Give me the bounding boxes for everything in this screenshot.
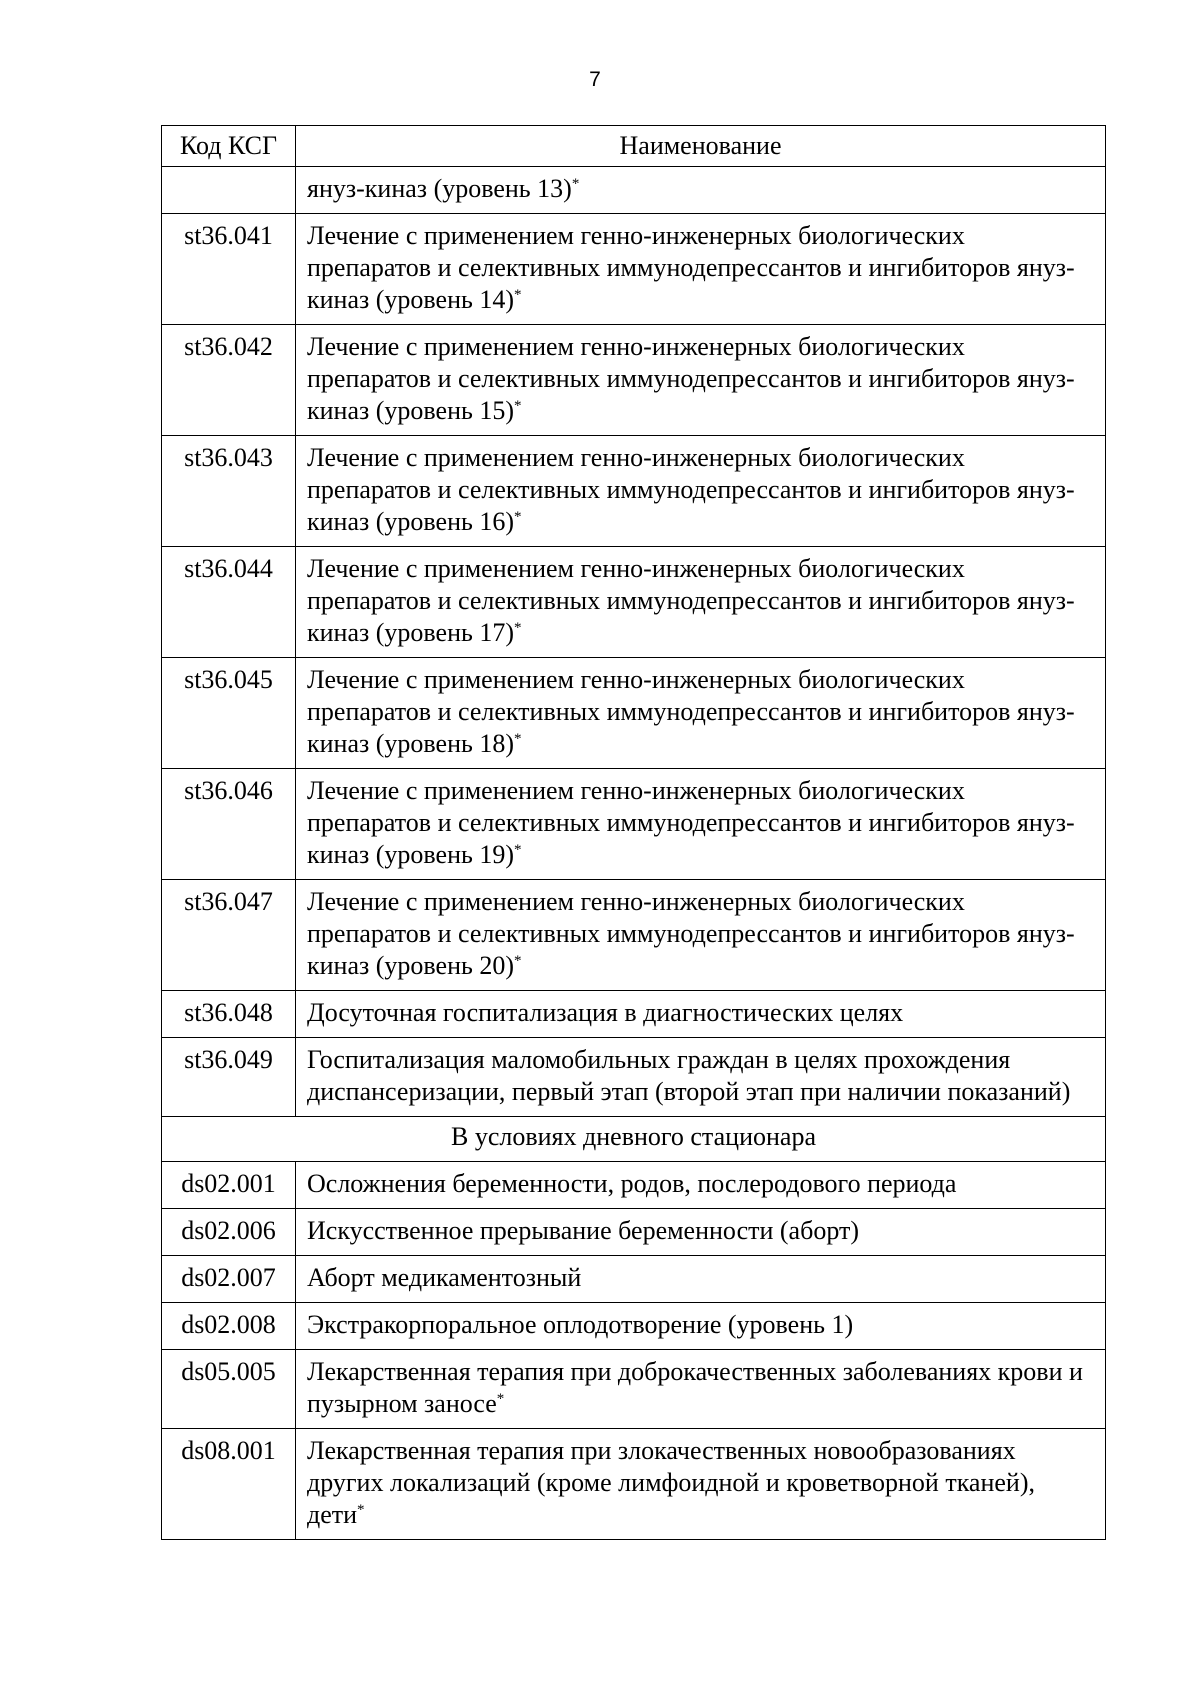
footnote-marker: * (514, 953, 522, 969)
ksg-name-cell (296, 214, 1106, 325)
ksg-code-cell: st36.046 (162, 769, 296, 880)
ksg-code-cell (162, 167, 296, 214)
ksg-name-cell (296, 880, 1106, 991)
footnote-marker: * (514, 398, 522, 414)
table-row (162, 1209, 1106, 1256)
ksg-code-cell: st36.044 (162, 547, 296, 658)
table-section (162, 1117, 1106, 1162)
section-title: В условиях дневного стационара (162, 1117, 1106, 1162)
footnote-marker: * (514, 287, 522, 303)
ksg-code-cell: st36.047 (162, 880, 296, 991)
code-column-header: Код КСГ (162, 126, 296, 167)
ksg-name-text: Лечение с применением генно-инженерных биологических препаратов и селективных иммунодепрессантов и ингибиторов януз-киназ (уровень 14) (307, 221, 1075, 314)
table-body-before-section (162, 167, 1106, 1117)
ksg-code-cell: st36.043 (162, 436, 296, 547)
ksg-name-text: Досуточная госпитализация в диагностических целях (307, 998, 904, 1027)
ksg-name-text: Лечение с применением генно-инженерных биологических препаратов и селективных иммунодепрессантов и ингибиторов януз-киназ (уровень 15) (307, 332, 1075, 425)
ksg-name-text: Искусственное прерывание беременности (аборт) (307, 1216, 859, 1245)
table-row (162, 1350, 1106, 1429)
table-row (162, 1429, 1106, 1540)
footnote-marker: * (496, 1391, 505, 1407)
table-row (162, 547, 1106, 658)
ksg-code-cell: st36.042 (162, 325, 296, 436)
table-row (162, 769, 1106, 880)
ksg-code-cell: ds08.001 (162, 1429, 296, 1540)
ksg-code-cell: st36.041 (162, 214, 296, 325)
ksg-code-cell: ds05.005 (162, 1350, 296, 1429)
ksg-name-cell (296, 436, 1106, 547)
ksg-table (161, 125, 1106, 1540)
footnote-marker: * (514, 842, 522, 858)
ksg-name-cell (296, 658, 1106, 769)
table-row (162, 167, 1106, 214)
ksg-name-text: Лекарственная терапия при злокачественных новообразованиях других локализаций (кроме лимфоидной и кроветворной тканей), дети (307, 1436, 1035, 1529)
table-body-after-section (162, 1162, 1106, 1540)
footnote-marker: * (514, 731, 522, 747)
ksg-code-cell: st36.049 (162, 1038, 296, 1117)
ksg-name-cell (296, 547, 1106, 658)
ksg-name-cell (296, 1209, 1106, 1256)
section-row (162, 1117, 1106, 1162)
footnote-marker: * (514, 509, 522, 525)
ksg-name-text: Экстракорпоральное оплодотворение (уровень 1) (307, 1310, 854, 1339)
ksg-name-cell (296, 1303, 1106, 1350)
table-row (162, 991, 1106, 1038)
ksg-name-cell (296, 325, 1106, 436)
ksg-name-cell (296, 1429, 1106, 1540)
ksg-name-cell (296, 1162, 1106, 1209)
table-header-row (162, 126, 1106, 167)
ksg-name-text: Осложнения беременности, родов, послеродового периода (307, 1169, 957, 1198)
name-column-header: Наименование (296, 126, 1106, 167)
ksg-name-cell (296, 991, 1106, 1038)
ksg-name-text: Лечение с применением генно-инженерных биологических препаратов и селективных иммунодепрессантов и ингибиторов януз-киназ (уровень 16) (307, 443, 1075, 536)
footnote-marker: * (357, 1502, 365, 1518)
ksg-name-text: Лечение с применением генно-инженерных биологических препаратов и селективных иммунодепрессантов и ингибиторов януз-киназ (уровень 19) (307, 776, 1075, 869)
ksg-name-cell (296, 769, 1106, 880)
ksg-code-cell: st36.045 (162, 658, 296, 769)
ksg-name-text: Лечение с применением генно-инженерных биологических препаратов и селективных иммунодепрессантов и ингибиторов януз-киназ (уровень 18) (307, 665, 1075, 758)
table-row (162, 214, 1106, 325)
ksg-name-text: Лечение с применением генно-инженерных биологических препаратов и селективных иммунодепрессантов и ингибиторов януз-киназ (уровень 17) (307, 554, 1075, 647)
ksg-name-cell (296, 1038, 1106, 1117)
ksg-code-cell: st36.048 (162, 991, 296, 1038)
table-row (162, 436, 1106, 547)
ksg-code-cell: ds02.001 (162, 1162, 296, 1209)
ksg-name-text: януз-киназ (уровень 13) (307, 174, 572, 203)
ksg-name-cell (296, 1350, 1106, 1429)
ksg-code-cell: ds02.008 (162, 1303, 296, 1350)
table-row (162, 1162, 1106, 1209)
table-row (162, 1038, 1106, 1117)
ksg-code-cell: ds02.006 (162, 1209, 296, 1256)
ksg-name-cell (296, 167, 1106, 214)
ksg-code-cell: ds02.007 (162, 1256, 296, 1303)
table-row (162, 658, 1106, 769)
ksg-name-text: Госпитализация маломобильных граждан в целях прохождения диспансеризации, первый этап (второй этап при наличии показаний) (307, 1045, 1071, 1106)
ksg-name-cell (296, 1256, 1106, 1303)
ksg-name-text: Аборт медикаментозный (307, 1263, 582, 1292)
table-row (162, 1256, 1106, 1303)
ksg-name-text: Лечение с применением генно-инженерных биологических препаратов и селективных иммунодепрессантов и ингибиторов януз-киназ (уровень 20) (307, 887, 1075, 980)
footnote-marker: * (571, 176, 580, 192)
footnote-marker: * (514, 620, 522, 636)
page-number: 7 (589, 68, 601, 91)
ksg-name-text: Лекарственная терапия при доброкачественных заболеваниях крови и пузырном заносе (307, 1357, 1083, 1418)
table-row (162, 325, 1106, 436)
table-row (162, 880, 1106, 991)
table-row (162, 1303, 1106, 1350)
